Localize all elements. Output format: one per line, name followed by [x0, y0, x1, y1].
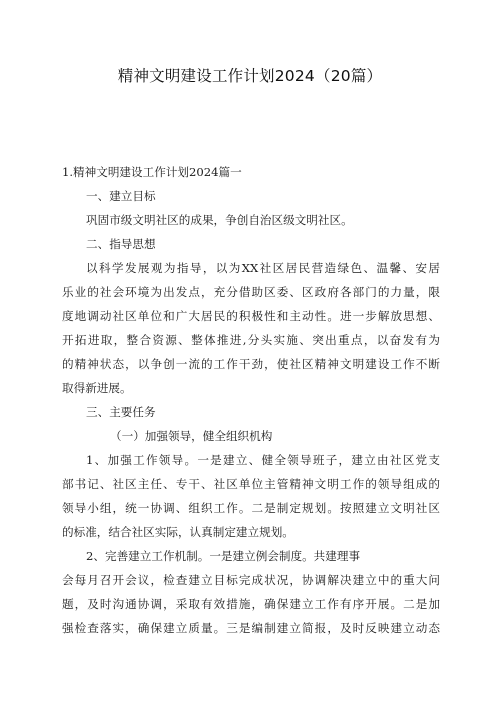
body-line: 1、加强工作领导。一是建立、健全领导班子，建立由社区党支: [86, 453, 440, 467]
body-line: 强检查落实，确保建立质量。三是编制建立简报，及时反映建立动态: [62, 621, 440, 635]
body-line: 巩固市级文明社区的成果，争创自治区级文明社区。: [86, 213, 353, 227]
body-line: 度地调动社区单位和广大居民的积极性和主动性。进一步解放思想、: [62, 309, 440, 323]
body-line: 1.精神文明建设工作计划2024篇一: [62, 165, 242, 179]
document-body: [62, 160, 440, 640]
body-line: 部书记、社区主任、专干、社区单位主管精神文明工作的领导组成的: [62, 477, 440, 491]
body-line: 以科学发展观为指导，以为XX社区居民营造绿色、温馨、安居: [86, 261, 440, 275]
body-line: （一）加强领导，健全组织机构: [110, 429, 273, 443]
body-line: 会每月召开会议，检查建立目标完成状况，协调解决建立中的重大问: [62, 573, 440, 587]
body-line: 开拓进取，整合资源、整体推进,分头实施、突出重点，以奋发有为: [62, 333, 440, 347]
document-title: 精神文明建设工作计划2024（20篇）: [117, 67, 383, 85]
body-line: 2、完善建立工作机制。一是建立例会制度。共建理事: [86, 549, 361, 563]
body-line: 一、建立目标: [86, 189, 156, 203]
body-line: 三、主要任务: [86, 405, 156, 419]
body-line: 取得新进展。: [62, 381, 132, 395]
body-line: 乐业的社会环境为出发点，充分借助区委、区政府各部门的力量，限: [62, 285, 440, 299]
body-line: 的精神状态，以争创一流的工作干劲，使社区精神文明建设工作不断: [62, 357, 440, 371]
body-line: 的标准，结合社区实际，认真制定建立规划。: [62, 525, 294, 539]
body-line: 二、指导思想: [86, 237, 156, 251]
body-line: 题，及时沟通协调，采取有效措施，确保建立工作有序开展。二是加: [62, 597, 440, 611]
body-line: 领导小组，统一协调、组织工作。二是制定规划。按照建立文明社区: [62, 501, 440, 515]
